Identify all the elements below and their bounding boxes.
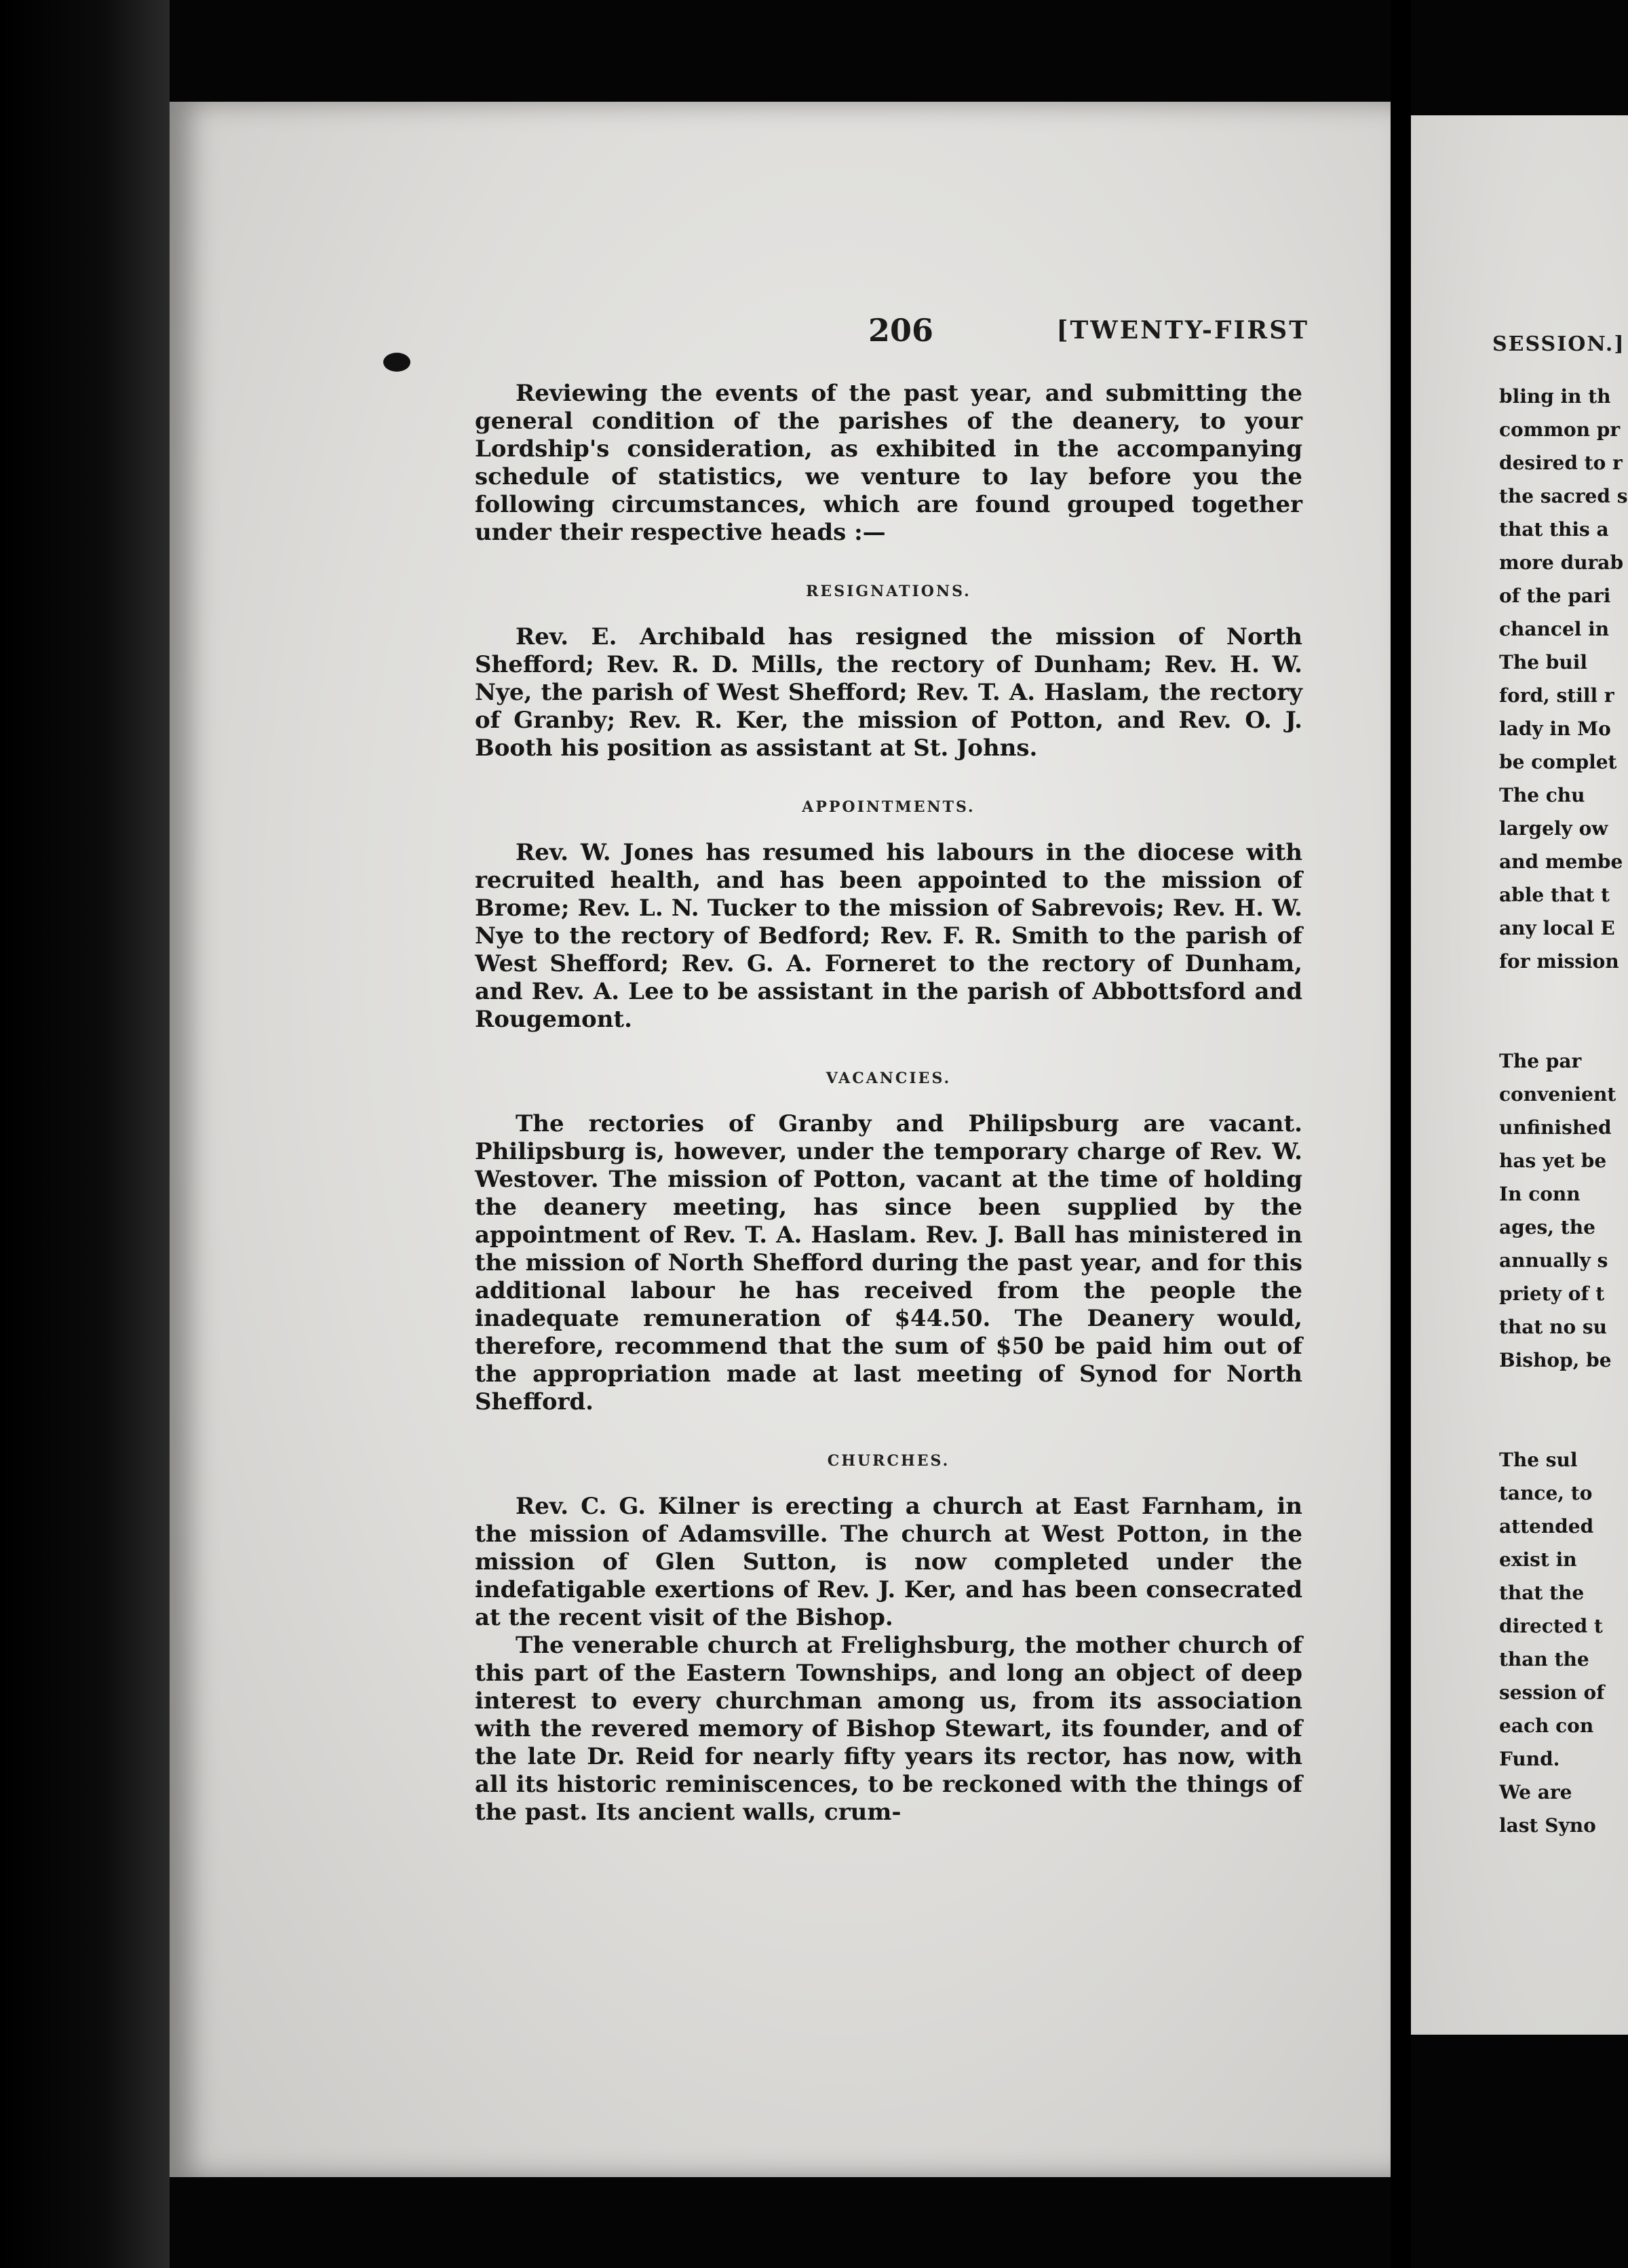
- facing-line: directed t: [1499, 1615, 1603, 1637]
- facing-line: any local E: [1499, 917, 1615, 939]
- facing-line: of the pari: [1499, 585, 1611, 607]
- facing-line: priety of t: [1499, 1283, 1605, 1305]
- page-number: 206: [868, 312, 934, 349]
- facing-line: attended: [1499, 1515, 1594, 1538]
- facing-line: The sul: [1499, 1449, 1578, 1471]
- facing-line: each con: [1499, 1715, 1594, 1737]
- facing-line: that no su: [1499, 1316, 1608, 1338]
- churches-heading: CHURCHES.: [827, 1452, 950, 1470]
- facing-line: session of: [1499, 1681, 1605, 1704]
- churches-paragraph-1: Rev. C. G. Kilner is erecting a church at East Farnham, in the mission of Adamsville. The church at West Potton, in the mission of Glen Sutton, is now completed under the indefatigable exertions of Rev. J. Ker, and has been consecrated at the recent visit of the Bishop.: [475, 1493, 1302, 1631]
- facing-line: Fund.: [1499, 1748, 1560, 1770]
- facing-line: able that t: [1499, 884, 1610, 906]
- facing-line: exist in: [1499, 1548, 1577, 1571]
- facing-line: ford, still r: [1499, 684, 1614, 707]
- facing-line: convenient: [1499, 1083, 1616, 1106]
- facing-line: be complet: [1499, 751, 1617, 773]
- facing-line: We are: [1499, 1781, 1572, 1803]
- churches-paragraph-2: The venerable church at Frelighsburg, the mother church of this part of the Eastern Townships, and long an object of deep interest to every churchman among us, from its association with the revered memory of Bishop Stewart, its founder, and of the late Dr. Reid for nearly fifty years its rector, has now, with all its historic reminiscences, to be reckoned with the things of the past. Its ancient walls, crum-: [475, 1632, 1302, 1826]
- facing-line: [1499, 1011, 1628, 1044]
- facing-line: unfinished: [1499, 1116, 1612, 1139]
- facing-line: and membe: [1499, 850, 1623, 873]
- page-header: [475, 312, 1309, 359]
- facing-line: the sacred s: [1499, 485, 1628, 507]
- facing-line: bling in th: [1499, 385, 1611, 408]
- facing-line: that the: [1499, 1582, 1585, 1604]
- intro-paragraph: Reviewing the events of the past year, and submitting the general condition of the parishes of the deanery, to your Lordship's consideration, as exhibited in the accompanying schedule of statistics, we venture to lay before you the following circumstances, which are found grouped together under their respective heads :—: [475, 380, 1302, 546]
- vacancies-paragraph: The rectories of Granby and Philipsburg are vacant. Philipsburg is, however, under the temporary charge of Rev. W. Westover. The mission of Potton, vacant at the time of holding the deanery meeting, has since been supplied by the appointment of Rev. T. A. Haslam. Rev. J. Ball has ministered in the mission of North Shefford during the past year, and for this additional labour he has received from the people the inadequate remuneration of $44.50. The Deanery would, therefore, recommend that the sum of $50 be paid him out of the appropriation made at last meeting of Synod for North Shefford.: [475, 1110, 1302, 1415]
- appointments-paragraph: Rev. W. Jones has resumed his labours in the diocese with recruited health, and has been appointed to the mission of Brome; Rev. L. N. Tucker to the mission of Sabrevois; Rev. H. W. Nye to the rectory of Bedford; Rev. F. R. Smith to the parish of West Shefford; Rev. G. A. Forneret to the rectory of Dunham, and Rev. A. Lee to be assistant in the parish of Abbottsford and Rougemont.: [475, 839, 1302, 1033]
- appointments-heading: APPOINTMENTS.: [802, 798, 975, 816]
- facing-line: In conn: [1499, 1183, 1581, 1205]
- facing-line: [1499, 1410, 1628, 1443]
- facing-line: [1499, 1377, 1628, 1410]
- facing-line: has yet be: [1499, 1150, 1607, 1172]
- facing-line: last Syno: [1499, 1814, 1596, 1837]
- facing-line: The par: [1499, 1050, 1582, 1072]
- facing-line: The buil: [1499, 651, 1587, 673]
- facing-line: ages, the: [1499, 1216, 1595, 1238]
- facing-page: [1411, 115, 1628, 2035]
- facing-line: more durab: [1499, 551, 1624, 574]
- facing-running-head: SESSION.]: [1492, 332, 1625, 356]
- book-gutter: [1391, 0, 1411, 2268]
- facing-line: Bishop, be: [1499, 1349, 1612, 1371]
- vacancies-heading: VACANCIES.: [826, 1070, 952, 1087]
- facing-line: than the: [1499, 1648, 1589, 1670]
- facing-line: tance, to: [1499, 1482, 1593, 1504]
- facing-line: chancel in: [1499, 618, 1610, 640]
- facing-line: for mission: [1499, 950, 1619, 973]
- resignations-paragraph: Rev. E. Archibald has resigned the mission of North Shefford; Rev. R. D. Mills, the rectory of Dunham; Rev. H. W. Nye, the parish of West Shefford; Rev. T. A. Haslam, the rectory of Granby; Rev. R. Ker, the mission of Potton, and Rev. O. J. Booth his position as assistant at St. Johns.: [475, 623, 1302, 762]
- facing-line: The chu: [1499, 784, 1585, 806]
- scan-border-left: [0, 0, 170, 2268]
- facing-line: lady in Mo: [1499, 718, 1611, 740]
- resignations-heading: RESIGNATIONS.: [806, 583, 971, 600]
- facing-text-column: [1499, 380, 1628, 1842]
- main-text-column: [475, 380, 1302, 1826]
- facing-line: annually s: [1499, 1249, 1608, 1272]
- facing-line: largely ow: [1499, 817, 1608, 840]
- facing-line: common pr: [1499, 418, 1621, 441]
- facing-line: [1499, 978, 1628, 1011]
- ink-blot: [383, 353, 410, 372]
- facing-line: that this a: [1499, 518, 1609, 541]
- running-head: [TWENTY-FIRST: [1056, 316, 1309, 345]
- facing-line: desired to r: [1499, 452, 1623, 474]
